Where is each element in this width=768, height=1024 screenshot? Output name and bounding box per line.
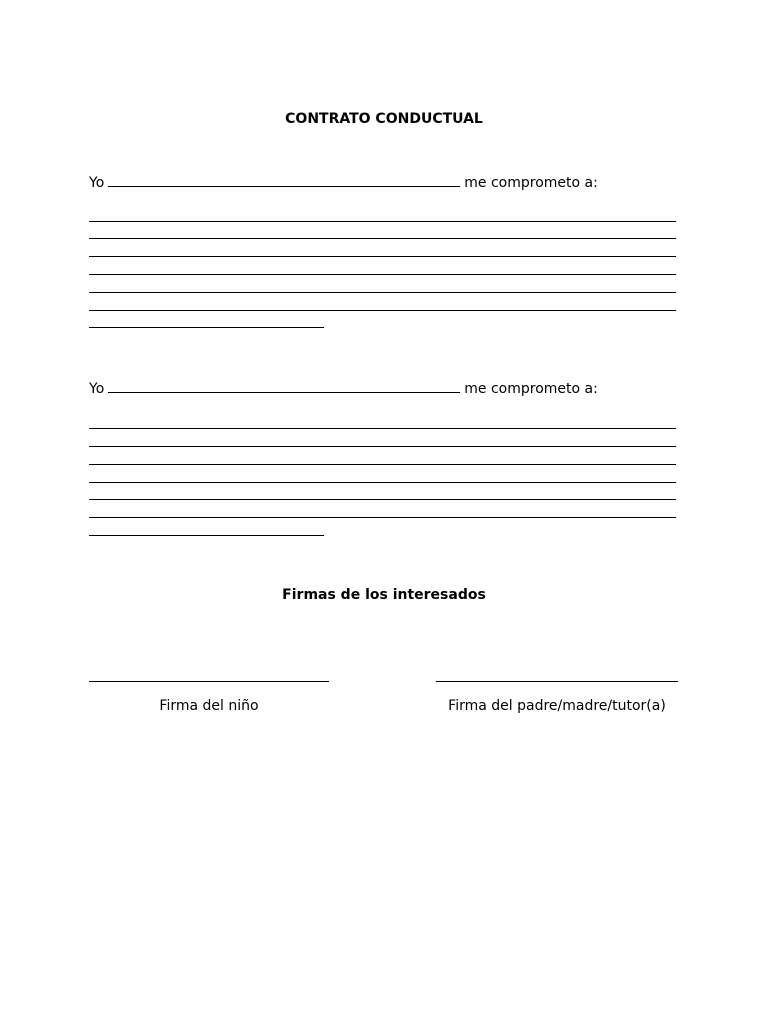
writing-line[interactable] — [89, 274, 676, 275]
yo-prefix: Yo — [89, 175, 105, 191]
writing-line[interactable] — [89, 221, 676, 222]
writing-line[interactable] — [89, 535, 324, 536]
writing-line[interactable] — [89, 499, 676, 500]
name-blank[interactable] — [108, 174, 460, 187]
parent-signature-label: Firma del padre/madre/tutor(a) — [448, 698, 666, 714]
writing-line[interactable] — [89, 446, 676, 447]
child-signature-label: Firma del niño — [159, 698, 259, 714]
commitment-suffix: me comprometo a: — [464, 175, 598, 191]
writing-line[interactable] — [89, 256, 676, 257]
yo-prefix: Yo — [89, 381, 105, 397]
writing-line[interactable] — [89, 464, 676, 465]
writing-line[interactable] — [89, 482, 676, 483]
writing-line[interactable] — [89, 238, 676, 239]
commitment-line-2 — [89, 380, 598, 397]
name-blank[interactable] — [108, 380, 460, 393]
parent-signature-line[interactable] — [436, 681, 678, 682]
commitment-line-1 — [89, 174, 598, 191]
signatures-heading: Firmas de los interesados — [282, 587, 486, 603]
commitment-suffix: me comprometo a: — [464, 381, 598, 397]
writing-line[interactable] — [89, 517, 676, 518]
writing-line[interactable] — [89, 310, 676, 311]
writing-line[interactable] — [89, 428, 676, 429]
child-signature-line[interactable] — [89, 681, 329, 682]
writing-line[interactable] — [89, 292, 676, 293]
page-title: CONTRATO CONDUCTUAL — [285, 111, 483, 127]
writing-line[interactable] — [89, 327, 324, 328]
